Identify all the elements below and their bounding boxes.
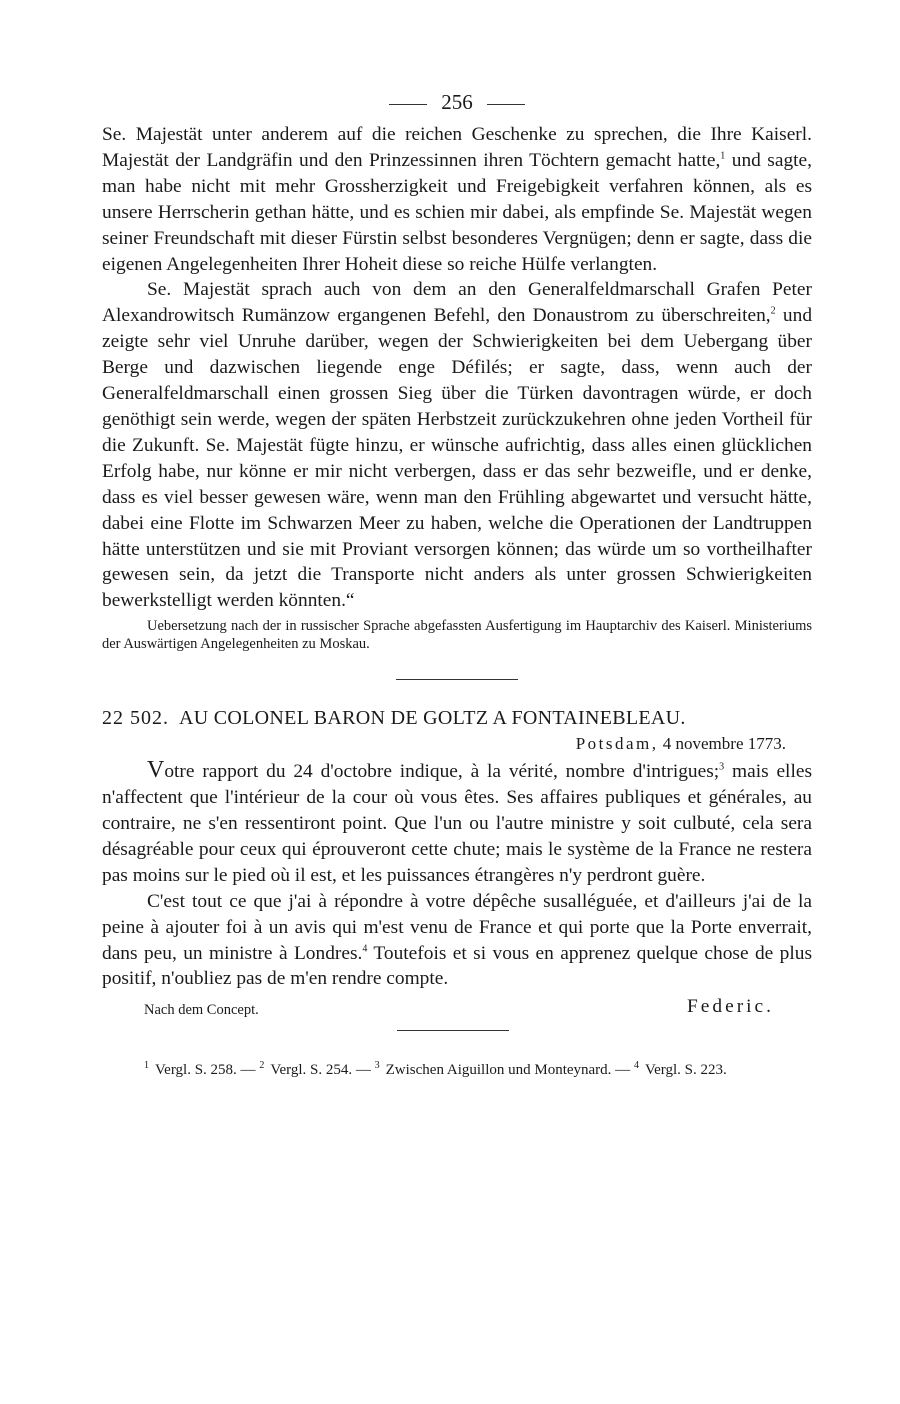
page — [102, 82, 812, 1081]
letter-heading — [102, 704, 812, 732]
page-header — [102, 82, 812, 122]
footnotes — [102, 1055, 812, 1081]
letter-paragraph-2-cont: Toutefois et si vous en apprenez quelque chose de plus positif, n'oubliez pas de m'en rendre compte. — [102, 942, 813, 990]
header-rule-right — [487, 104, 525, 105]
footnote-2: $^2$ Vergl. S. 254. — — [259, 1060, 371, 1079]
letter-number: 22 502. — [102, 707, 169, 730]
letter-paragraph-1 — [102, 758, 812, 889]
translation-note: Uebersetzung nach der in russischer Sprache abgefassten Ausfertigung im Hauptarchiv des Kaiserl. Ministeriums der Auswärtigen Angelegenheiten zu Moskau. — [102, 618, 812, 652]
footnote-rule — [397, 1030, 509, 1031]
letter-paragraph-2-text: C'est tout ce que j'ai à répondre à votre dépêche susalléguée, et d'ailleurs j'ai de la peine à ajouter foi à un avis qui m'est venu de France et qui porte que la Porte enverrait, dans peu, un ministre à Londres. — [102, 890, 812, 964]
letter-paragraph-1-text: otre rapport du 24 d'octobre indique, à la vérité, nombre d'intrigues; — [164, 761, 720, 783]
body-paragraph-2-cont: und zeigte sehr viel Unruhe darüber, wegen der Schwierigkeiten bei dem Uebergang über Berge und dazwischen liegende enge Défilés; er sagte, dass, wenn auch der Generalfeldmarschall einen grossen Sieg über die Türken davontragen würde, er doch genöthigt sein werde, wegen der späten Herbstzeit zurückzukehren ohne jeden Vortheil für die Zukunft. Se. Majestät fügte hinzu, er wünsche aufrichtig, dass alles einen glücklichen Erfolg habe, nur könne er mir nicht verbergen, dass er das sehr bezweifle, und er denke, dass es viel besser gewesen wäre, wenn man den Frühling abgewartet und versucht hätte, dabei eine Flotte im Schwarzen Meer zu haben, welche die Operationen der Landtruppen hätte unterstützen und sie mit Proviant versorgen können; das würde um so vortheilhafter gewesen sein, da jetzt die Transporte nicht anders als unter grossen Schwierigkeiten bewerkstelligt werden könnten.“ — [102, 305, 813, 612]
signature: Federic. — [687, 996, 774, 1018]
letter-title: AU COLONEL BARON DE GOLTZ A FONTAINEBLEAU. — [179, 707, 686, 730]
footnote-ref-2[interactable]: 2 — [770, 305, 776, 317]
body-paragraph-1-text: Se. Majestät unter anderem auf die reichen Geschenke zu sprechen, die Ihre Kaiserl. Majestät der Landgräfin und den Prinzessinnen ihren Töchtern gemacht hatte, — [102, 124, 812, 171]
letter-dateline — [102, 732, 812, 756]
footnote-ref-4[interactable]: 4 — [362, 943, 368, 955]
source-note: Nach dem Concept. — [144, 1002, 259, 1019]
footnote-ref-1[interactable]: 1 — [720, 150, 726, 162]
letter-paragraph-2 — [102, 889, 812, 993]
body-paragraph-2 — [102, 277, 812, 614]
body-paragraph-1 — [102, 122, 812, 277]
page-number: 256 — [441, 90, 473, 114]
body-paragraph-2-text: Se. Majestät sprach auch von dem an den Generalfeldmarschall Grafen Peter Alexandrowitsch Rumänzow ergangenen Befehl, den Donaustrom zu überschreiten, — [102, 279, 812, 327]
letter-paragraph-1-cont: mais elles n'affectent que l'intérieur de la cour où vous êtes. Ses affaires publiques et générales, au contraire, ne s'en ressentiront point. Que l'un ou l'autre ministre y soit culbuté, cela sera désagréable pour ceux qui éprouveront cette chute; mais le système de la France ne restera pas moins sur le pied où il est, et les puissances étrangères n'y perdront guère. — [102, 761, 812, 886]
footnote-4: $^4$ Vergl. S. 223. — [633, 1060, 727, 1079]
section-divider — [396, 679, 518, 680]
body-paragraph-1-cont: und sagte, man habe nicht mit mehr Grossherzigkeit und Freigebigkeit verfahren können, als es unsere Herrscherin gethan hätte, und es schien mir dabei, als empfinde Se. Majestät wegen seiner Freundschaft mit dieser Fürstin selbst besonderes Vergnügen; denn er sagte, dass die eigenen Angelegenheiten Ihrer Hoheit diese so reiche Hülfe verlangten. — [102, 149, 812, 275]
letter-initial: V — [147, 757, 165, 784]
letter-place: Potsdam, — [575, 734, 659, 754]
header-rule-left — [389, 104, 427, 105]
footnote-1: $^1$ Vergl. S. 258. — — [144, 1060, 256, 1079]
letter-date: 4 novembre 1773. — [662, 734, 786, 754]
footnote-3: $^3$ Zwischen Aiguillon und Monteynard. — — [374, 1060, 631, 1079]
footnote-ref-3[interactable]: 3 — [719, 761, 725, 773]
signature-row — [102, 996, 812, 1024]
